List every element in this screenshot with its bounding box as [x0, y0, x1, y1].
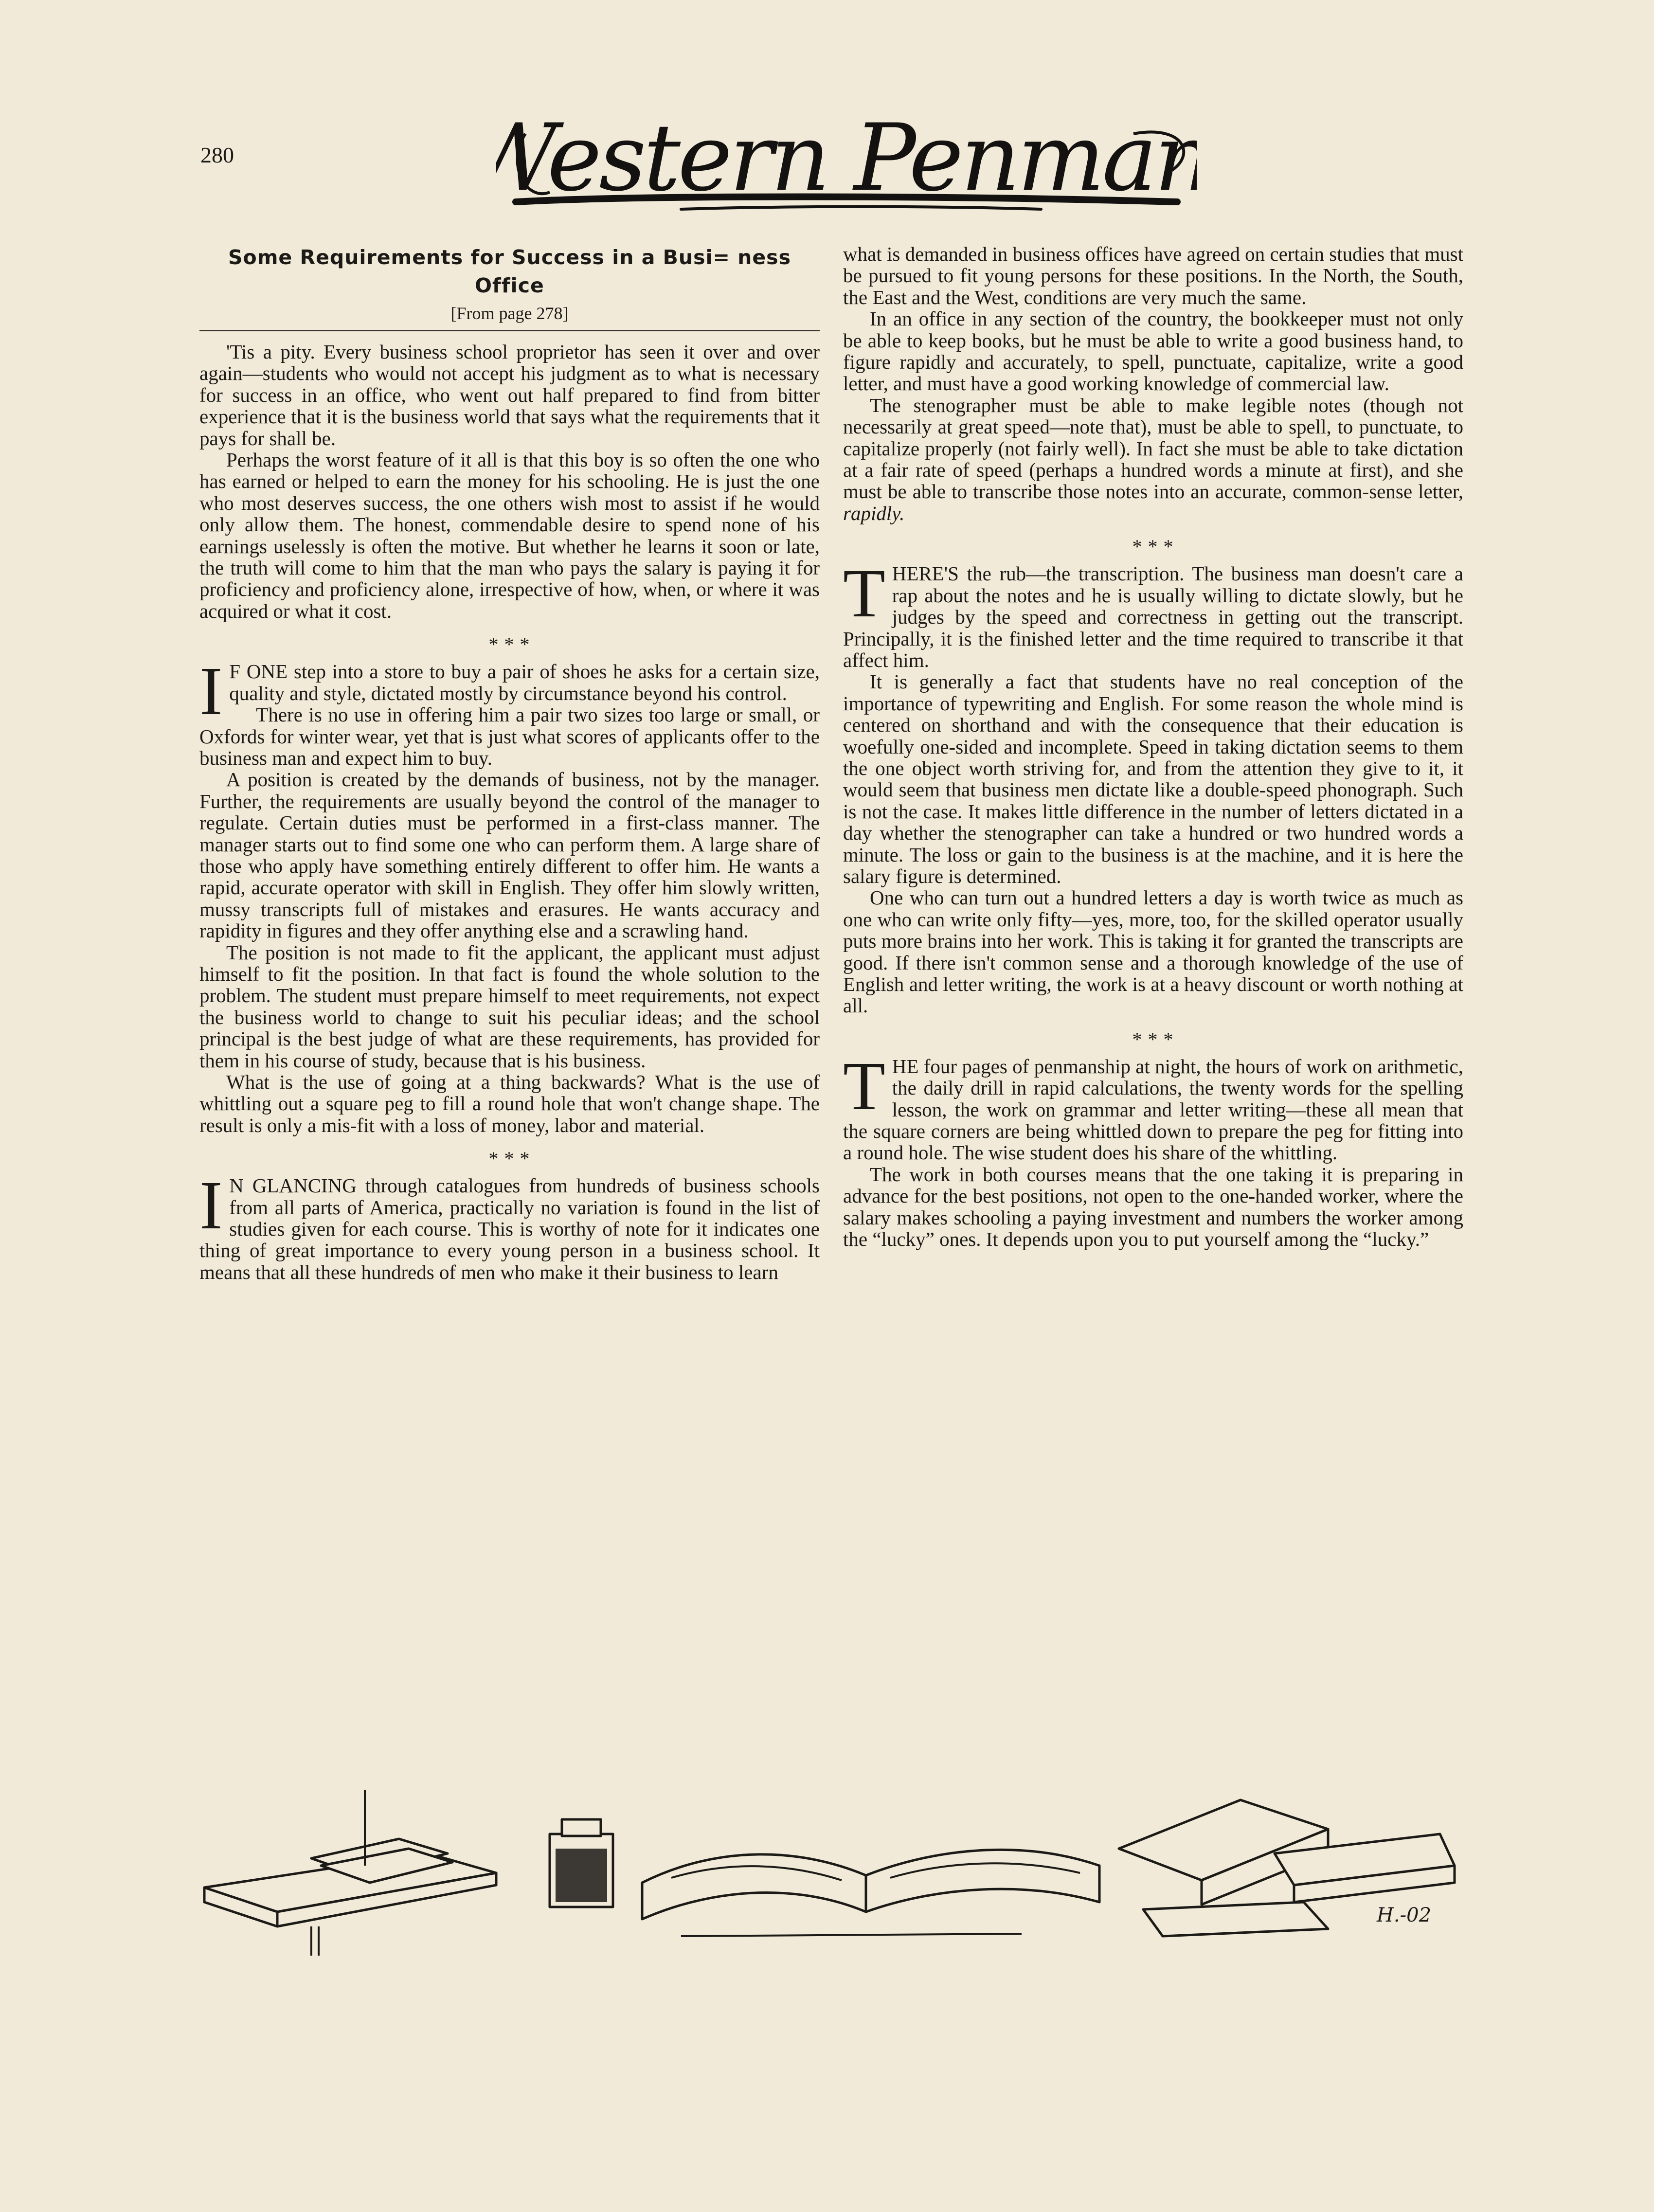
paragraph: Perhaps the worst feature of it all is that this boy is so often the one who has earned or helped to earn the money for his schooling. He is just the one who most deserves success, the one others wish most to assist if he would only allow them. The honest, commendable desire to spend none of his earnings uselessly is often the motive. But whether he learns it soon or late, the truth will come to him that the man who pays the salary is paying it for proficiency and proficiency alone, irrespective of how, when, or where it was acquired or what it cost.	[199, 449, 820, 622]
paragraph: One who can turn out a hundred letters a day is worth twice as much as one who can write only fifty—yes, more, too, for the skilled operator usually puts more brains into her work. This is taking it for granted the transcripts are good. If there isn't common sense and a thorough knowledge of the use of English and letter writing, the work is at a heavy discount or worth nothing at all.	[843, 886, 1463, 1017]
article-column-right	[843, 243, 1463, 1250]
drop-cap: T	[843, 1047, 885, 1124]
paragraph: It is generally a fact that students have no real conception of the importance of typewriting and English. For some reason the whole mind is centered on shorthand and with the consequence that their education is woefully one-sided and incomplete. Speed in taking dictation seems to them the one object worth striving for, and from the attention they give to it, it would seem that business men dictate like a double-speed phonograph. Such is not the case. It makes little difference in the number of letters dictated in a day whether the stenographer can take a hundred or two hundred words a minute. The loss or gain to the business is at the machine, and it is here the salary figure is determined.	[843, 670, 1463, 887]
article-source-note: [From page 278]	[450, 304, 569, 323]
paragraph-continued: what is demanded in business offices have agreed on certain studies that must be pursued to fit young persons for these positions. In the North, the South, the East and the West, conditions are very much the same.	[843, 243, 1463, 308]
section-divider-stars: * * *	[1132, 536, 1174, 558]
drop-cap: I	[199, 1167, 223, 1244]
paragraph	[843, 395, 1463, 524]
article-column-left	[199, 243, 820, 1283]
title-rule	[199, 330, 820, 331]
paragraph: What is the use of going at a thing backwards? What is the use of whittling out a square peg to fill a round hole that won't change shape. The result is only a mis-fit with a loss of money, labor and material.	[199, 1071, 820, 1136]
paragraph-text: HERE'S the rub—the transcription. The business man doesn't care a rap about the notes and he is usually willing to dictate slowly, but he judges by the speed and correctness in getting out the transcript. Principally, it is the finished letter and the time required to transcribe it that affect him.	[843, 562, 1463, 671]
desk-still-life-illustration	[195, 1780, 1459, 1965]
paragraph-dropcap	[843, 555, 1463, 671]
paragraph: 'Tis a pity. Every business school proprietor has seen it over and over again—students who would not accept his judgment as to what is necessary for success in an office, who went out half prepared to find from bitter experience that it is the business world that says what the requirements that it pays for shall be.	[199, 341, 820, 450]
paragraph-dropcap	[199, 1167, 820, 1283]
section-divider-stars: * * *	[488, 1148, 531, 1170]
section-divider-stars: * * *	[1132, 1028, 1174, 1050]
page-number: 280	[200, 143, 234, 167]
drop-cap: T	[843, 555, 885, 632]
paragraph-dropcap	[843, 1047, 1463, 1164]
paragraph-text: The stenographer must be able to make legible notes (though not necessarily at great speed—note that), must be able to spell, to punctuate, to capitalize properly (not fairly well). In fact she must be able to take dictation at a fair rate of speed (perhaps a hundred words a minute at first), and she must be able to transcribe those notes into an accurate, common-sense letter,	[843, 394, 1463, 503]
paragraph: There is no use in offering him a pair two sizes too large or small, or Oxfords for winter wear, yet that is just what scores of applicants offer to the business man and expect him to buy.	[199, 703, 820, 769]
article-title: Some Requirements for Success in a Busi= ness Office	[228, 246, 791, 297]
drop-cap: I	[199, 652, 223, 730]
masthead-logo	[496, 105, 1197, 221]
paragraph: In an office in any section of the country, the bookkeeper must not only be able to keep books, but he must be able to write a good business hand, to figure rapidly and accurately, to spell, punctuate, capitalize, write a good letter, and must have a good working knowledge of commercial law.	[843, 307, 1463, 395]
masthead-title: Western Penman	[496, 105, 1197, 212]
paragraph-text: N GLANCING through catalogues from hundreds of business schools from all parts of America, practically no variation is found in the list of studies given for each course. This is worthy of note for it indicates one thing of great importance to every young person in a business school. It means that all these hundreds of men who make it their business to learn	[199, 1174, 820, 1283]
emphasis-text: rapidly.	[843, 502, 905, 524]
paragraph-text: HE four pages of penmanship at night, the hours of work on arithmetic, the daily drill in rapid calculations, the twenty words for the spelling lesson, the work on grammar and letter writing—these all mean that the square corners are being whittled down to prepare the peg for fitting into a round hole. The wise student does his share of the whittling.	[843, 1055, 1463, 1164]
paragraph-dropcap	[199, 652, 820, 730]
masthead-script-icon	[496, 105, 1197, 221]
section-divider-stars: * * *	[488, 633, 531, 656]
paragraph-text: F ONE step into a store to buy a pair of shoes he asks for a certain size, quality and style, dictated mostly by circumstance beyond his control.	[229, 660, 820, 704]
illustration-signature: H.-02	[1377, 1904, 1432, 1926]
paragraph: The position is not made to fit the applicant, the applicant must adjust himself to fit the position. In that fact is found the whole solution to the problem. The student must prepare himself to meet requirements, not expect the business world to change to suit his peculiar ideas; and the school principal is the best judge of what are these requirements, has provided for them in his course of study, because that is his business.	[199, 941, 820, 1072]
paragraph: The work in both courses means that the one taking it is preparing in advance for the best positions, not open to the one-handed worker, where the salary makes schooling a paying investment and numbers the worker among the “lucky” ones. It depends upon you to put yourself among the “lucky.”	[843, 1163, 1463, 1251]
desk-still-life-icon	[195, 1780, 1459, 1965]
paragraph: A position is created by the demands of business, not by the manager. Further, the requirements are usually beyond the control of the manager to regulate. Certain duties must be performed in a first-class manner. The manager starts out to find some one who can perform them. A large share of those who apply have something entirely different to offer him. He wants a rapid, accurate operator with skill in English. They offer him slowly written, mussy transcripts full of mistakes and erasures. He wants accuracy and rapidity in figures and they offer anything else and a scrawling hand.	[199, 768, 820, 942]
